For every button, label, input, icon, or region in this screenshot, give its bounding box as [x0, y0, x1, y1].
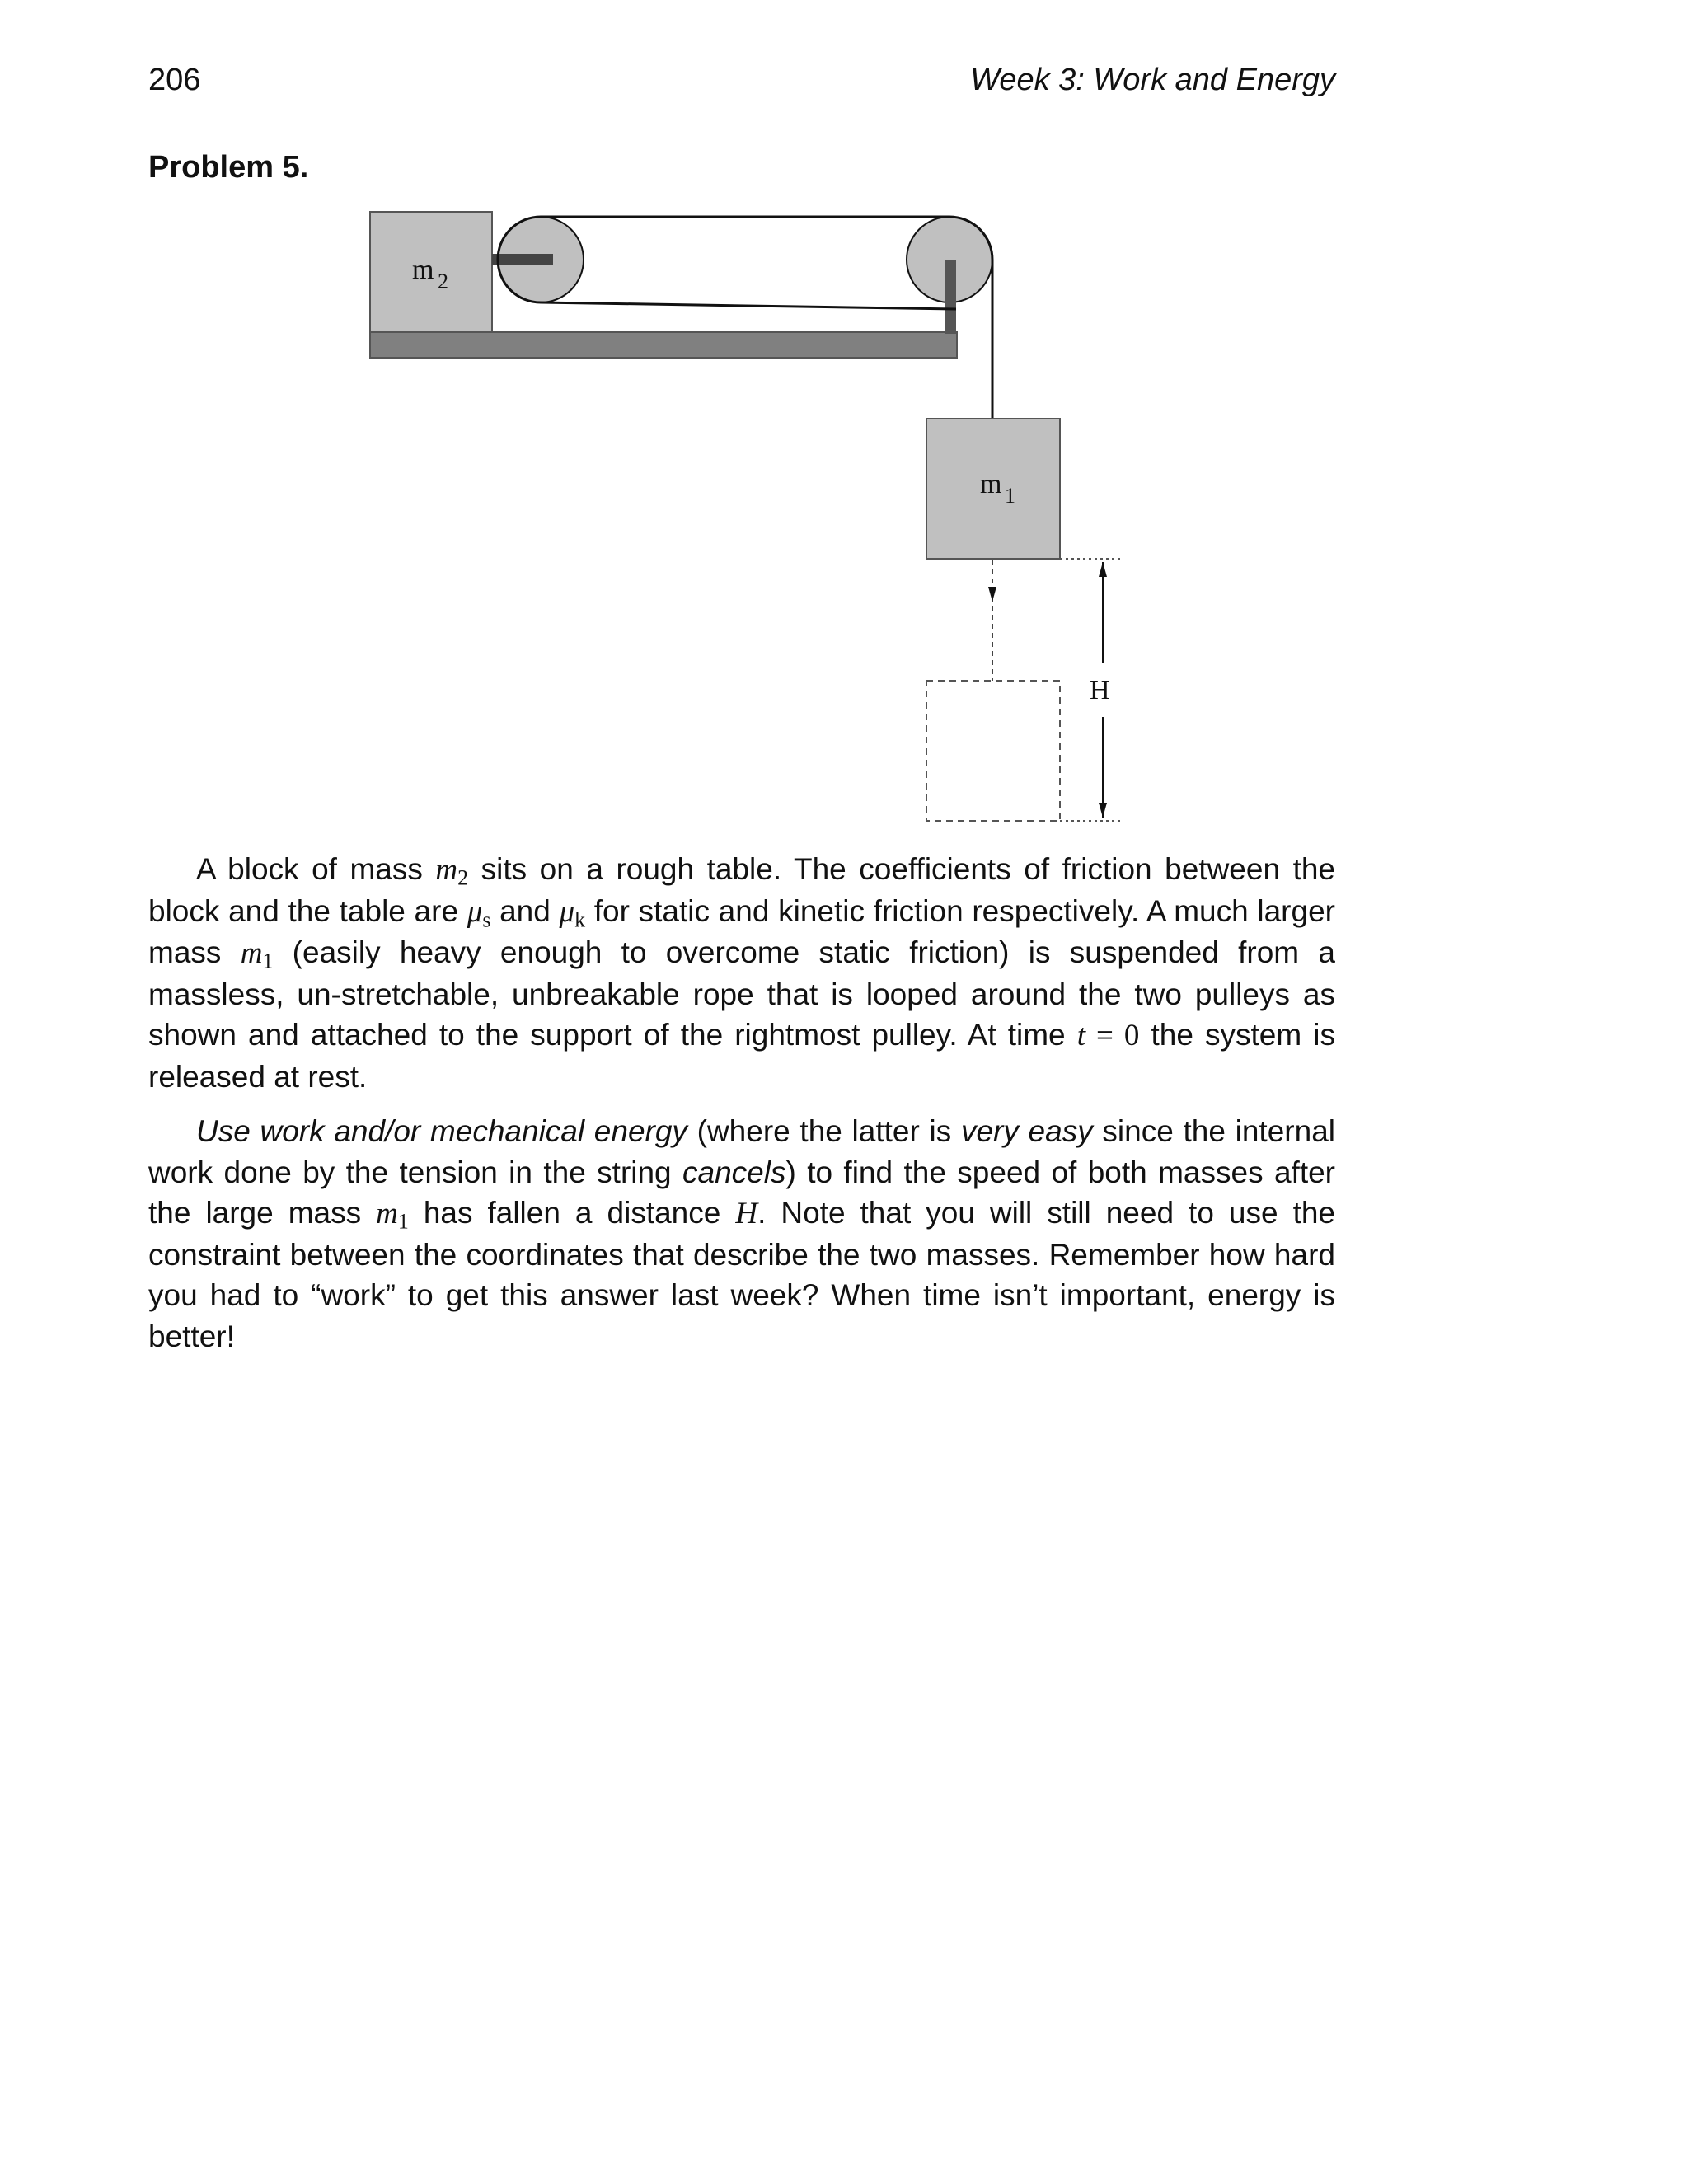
block-m1-label: m: [980, 469, 1002, 499]
problem-statement: [148, 849, 1335, 1371]
paragraph-task: Use work and/or mechanical energy (where the latter is very easy since the internal work done by the tension in the string cancels) to find the speed of both masses after the large mass $m_1$ has fallen a distance H. Note that you will still need to use the constraint between the coordinates that describe the two masses. Remember how hard you had to “work” to get this answer last week? When time isn’t important, energy is better!: [148, 1114, 1336, 1353]
rope-bottom: [541, 302, 956, 309]
block-m1-subscript: 1: [1005, 484, 1015, 508]
block-m2-subscript: 2: [438, 269, 448, 293]
chapter-title: Week 3: Work and Energy: [970, 63, 1335, 97]
height-arrow-down: [1099, 803, 1107, 818]
math-m1: $m_1$: [376, 1197, 409, 1234]
pulley-diagram: [0, 0, 1688, 841]
math-mu-k: $\mu_k$: [559, 894, 586, 931]
height-label: H: [1090, 675, 1110, 705]
math-mu-s: $\mu_s$: [467, 894, 491, 931]
math-t: t: [1076, 1019, 1085, 1052]
height-arrow-up: [1099, 562, 1107, 577]
problem-title: Problem 5.: [148, 150, 309, 185]
math-m1: $m_1$: [240, 936, 274, 973]
block-m2-label: m: [412, 255, 434, 285]
table: [370, 332, 957, 358]
math-equals-zero: = 0: [1085, 1019, 1140, 1052]
math-m2: $m_2$: [435, 853, 469, 890]
motion-arrowhead: [988, 587, 996, 602]
paragraph-setup: A block of mass $m_2$ sits on a rough table. The coefficients of friction between the block and the table are $\mu_s$ and $\mu_k$ for static and kinetic friction respectively. A much larger mass $m_1$ (easily heavy enough to overcome static friction) is suspended from a massless, un-stretchable, unbreakable rope that is looped around the two pulleys as shown and attached to the support of the rightmost pulley. At time t = 0 the system is released at rest.: [148, 852, 1336, 1094]
left-pulley-axle: [492, 254, 553, 265]
math-H: H: [735, 1197, 758, 1230]
final-position-outline: [926, 681, 1060, 821]
right-pulley-support: [945, 260, 956, 334]
page-number: 206: [148, 63, 201, 97]
